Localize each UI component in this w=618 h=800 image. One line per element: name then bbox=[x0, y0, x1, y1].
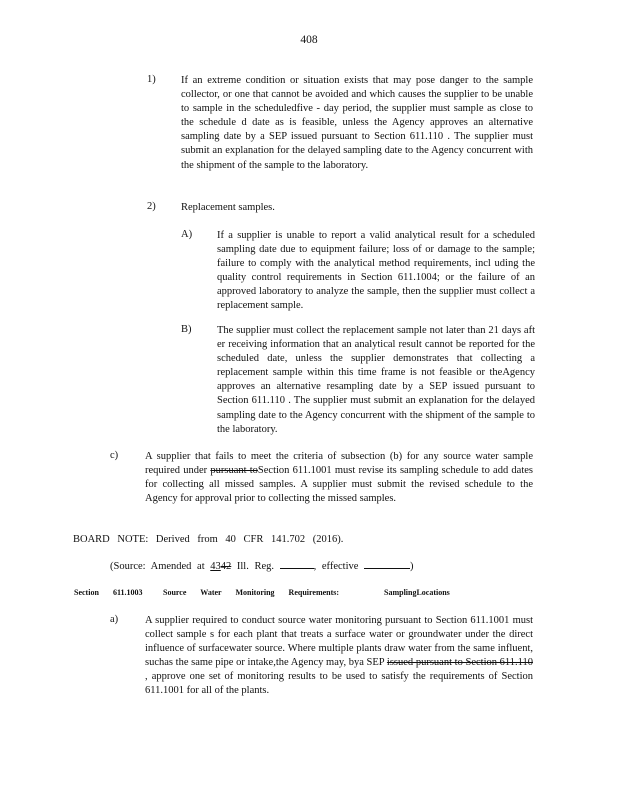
item-c-text-after: Section 611.1001 must revise its sampling schedule to add dates for collecting all missed samples. A supplier must submit the revised schedule to the Agency for approval prior to collecting the missed samples. bbox=[145, 465, 534, 505]
item-a-text-before: A supplier required to conduct source water monitoring pursuant to Section 611.1001 must collect sample s for each plant that treats a surface water or groundwater under the direct influence of surfacewater source. Where multiple plants draw water from the same influent, suchas the same pipe or intake,the Agency may, bya SEP bbox=[145, 615, 533, 669]
item-A-text: If a supplier is unable to report a valid analytical result for a scheduled sampling date due to equipment failure; loss of or damage to the sample; failure to comply with the analytical method requirements, incl uding the quality control requirements in Section 611.1004; or the failure of an approved laboratory to analyze the sample, then the supplier must collect a replacement sample. bbox=[217, 230, 535, 312]
item-c-struck-text: pursuant to bbox=[210, 465, 258, 477]
item-a-marker: a) bbox=[110, 614, 119, 625]
source-effective: , effective bbox=[313, 561, 365, 572]
board-note: BOARD NOTE: Derived from 40 CFR 141.702 (2016). bbox=[73, 534, 344, 545]
item-2-marker: 2) bbox=[147, 201, 156, 212]
register-page-blank bbox=[280, 568, 314, 569]
section-number: 611.1003 bbox=[113, 588, 143, 597]
item-c-text bbox=[145, 450, 533, 506]
item-c-text-before: A supplier that fails to meet the criteria of subsection (b) for any source water sample required under bbox=[145, 451, 533, 477]
item-a-text bbox=[145, 614, 533, 699]
item-B-marker: B) bbox=[181, 324, 192, 335]
item-2-text: Replacement samples. bbox=[181, 202, 275, 213]
source-inserted-volume: 43 bbox=[210, 561, 221, 572]
section-title: Source Water Monitoring Requirements: bbox=[163, 588, 340, 597]
effective-date-blank bbox=[364, 568, 410, 569]
item-B-text: The supplier must collect the replacement sample not later than 21 days aft er receiving information that an analytical result cannot be reported for the scheduled date, unless the supplier demonstrates that collecting a replacement sample within this time frame is not feasible or theAgency approves an alternative resampling date by a SEP issued pursuant to Section 611.110 . The supplier must submit an explanation for the delayed sampling date to the Agency concurrent with the shipment of the sample to the laboratory. bbox=[217, 325, 535, 435]
item-1-text: If an extreme condition or situation exists that may pose danger to the sample collector, or one that cannot be avoided and which causes the supplier to be unable to sample in the scheduledfive - day period, the supplier must sample as close to the schedule d date as is feasible, unless the Agency approves an alternative sampling date by a SEP issued pursuant to Section 611.110 . The supplier must submit an explanation for the delayed sampling date to the Agency concurrent with the shipment of the sample to the laboratory. bbox=[181, 75, 533, 171]
item-a-text-after: , approve one set of monitoring results to be used to satisfy the requirements of Section 611.1001 for all of the plants. bbox=[145, 671, 533, 697]
item-A-marker: A) bbox=[181, 229, 193, 240]
source-suffix: ) bbox=[410, 561, 414, 572]
item-a-struck-text: issued pursuant to Section 611.110 bbox=[386, 657, 533, 669]
source-note bbox=[110, 560, 530, 574]
section-label: Section bbox=[74, 588, 99, 597]
page-number: 408 bbox=[300, 34, 318, 46]
source-prefix: (Source: Amended at bbox=[110, 561, 211, 572]
item-c-marker: c) bbox=[110, 450, 119, 461]
source-struck-volume: 42 bbox=[220, 561, 232, 572]
section-subtitle: SamplingLocations bbox=[384, 588, 450, 597]
source-middle: Ill. Reg. bbox=[231, 561, 280, 572]
item-1-marker: 1) bbox=[147, 74, 156, 85]
